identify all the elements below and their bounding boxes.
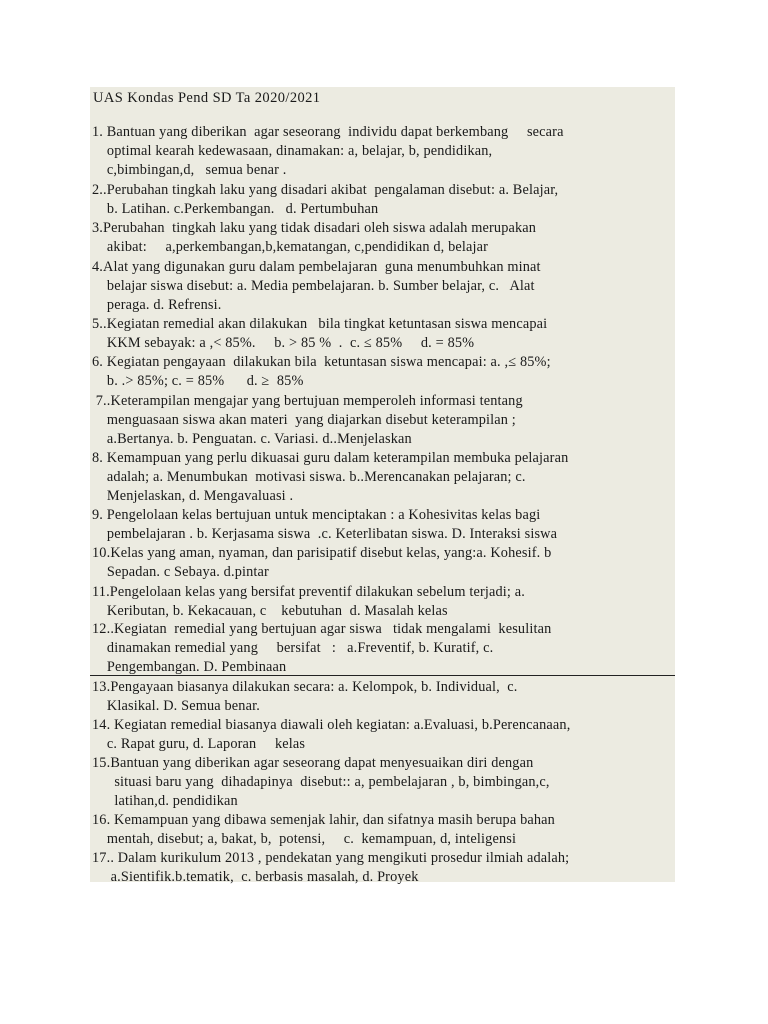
- question-line: a.Sientifik.b.tematik, c. berbasis masalah, d. Proyek: [92, 869, 419, 886]
- question-line: 16. Kemampuan yang dibawa semenjak lahir, dan sifatnya masih berupa bahan: [92, 812, 555, 828]
- question-item: [92, 544, 676, 582]
- question-line: b. .> 85%; c. = 85% d. ≥ 85%: [92, 373, 304, 390]
- question-line: a.Bertanya. b. Penguatan. c. Variasi. d..Menjelaskan: [92, 431, 412, 448]
- question-line: akibat: a,perkembangan,b,kematangan, c,pendidikan d, belajar: [92, 239, 489, 256]
- question-line: 8. Kemampuan yang perlu dikuasai guru dalam keterampilan membuka pelajaran: [92, 450, 569, 466]
- question-line: 17.. Dalam kurikulum 2013 , pendekatan yang mengikuti prosedur ilmiah adalah;: [92, 850, 570, 866]
- question-line: 7..Keterampilan mengajar yang bertujuan memperoleh informasi tentang: [92, 393, 523, 409]
- document-title: UAS Kondas Pend SD Ta 2020/2021: [93, 90, 321, 106]
- question-line: Menjelaskan, d. Mengavaluasi .: [92, 488, 294, 505]
- question-line: 5..Kegiatan remedial akan dilakukan bila tingkat ketuntasan siswa mencapai: [92, 316, 548, 332]
- question-line: KKM sebayak: a ,< 85%. b. > 85 % . c. ≤ 85% d. = 85%: [92, 335, 475, 352]
- question-item: [92, 181, 676, 219]
- question-item: [92, 506, 676, 544]
- question-line: 15.Bantuan yang diberikan agar seseorang dapat menyesuaikan diri dengan: [92, 755, 534, 771]
- question-line: 14. Kegiatan remedial biasanya diawali oleh kegiatan: a.Evaluasi, b.Perencanaan,: [92, 717, 571, 733]
- question-line: b. Latihan. c.Perkembangan. d. Pertumbuhan: [92, 201, 379, 218]
- question-line: 2..Perubahan tingkah laku yang disadari akibat pengalaman disebut: a. Belajar,: [92, 182, 559, 198]
- question-item: [92, 620, 676, 677]
- question-line: pembelajaran . b. Kerjasama siswa .c. Keterlibatan siswa. D. Interaksi siswa: [92, 526, 558, 543]
- question-line: 9. Pengelolaan kelas bertujuan untuk menciptakan : a Kohesivitas kelas bagi: [92, 507, 541, 523]
- question-line: peraga. d. Refrensi.: [92, 297, 222, 314]
- question-line: latihan,d. pendidikan: [92, 793, 238, 810]
- question-item: [92, 849, 676, 887]
- question-line: 6. Kegiatan pengayaan dilakukan bila ketuntasan siswa mencapai: a. ,≤ 85%;: [92, 354, 551, 370]
- question-line: Klasikal. D. Semua benar.: [92, 698, 260, 715]
- question-line: adalah; a. Menumbukan motivasi siswa. b..Merencanakan pelajaran; c.: [92, 469, 526, 486]
- question-item: [92, 353, 676, 391]
- document-page: [90, 87, 675, 886]
- question-line: menguasaan siswa akan materi yang diajarkan disebut keterampilan ;: [92, 412, 516, 429]
- question-line: c. Rapat guru, d. Laporan kelas: [92, 736, 306, 753]
- question-line: optimal kearah kedewasaan, dinamakan: a, belajar, b, pendidikan,: [92, 143, 493, 160]
- question-line: dinamakan remedial yang bersifat : a.Freventif, b. Kuratif, c.: [92, 640, 494, 657]
- question-line: Keributan, b. Kekacauan, c kebutuhan d. Masalah kelas: [92, 603, 448, 620]
- question-line: Sepadan. c Sebaya. d.pintar: [92, 564, 269, 581]
- question-line: 13.Pengayaan biasanya dilakukan secara: a. Kelompok, b. Individual, c.: [92, 679, 518, 695]
- question-item: [92, 219, 676, 257]
- question-line: 4.Alat yang digunakan guru dalam pembelajaran guna menumbuhkan minat: [92, 259, 541, 275]
- question-item: [92, 583, 676, 621]
- question-line: belajar siswa disebut: a. Media pembelajaran. b. Sumber belajar, c. Alat: [92, 278, 535, 295]
- question-line: 10.Kelas yang aman, nyaman, dan parisipatif disebut kelas, yang:a. Kohesif. b: [92, 545, 552, 561]
- question-item: [92, 811, 676, 849]
- question-item: [92, 258, 676, 315]
- question-item: [92, 754, 676, 811]
- question-line: c,bimbingan,d, semua benar .: [92, 162, 287, 179]
- question-item: [92, 716, 676, 754]
- question-line: mentah, disebut; a, bakat, b, potensi, c. kemampuan, d, inteligensi: [92, 831, 517, 848]
- question-item: [92, 392, 676, 449]
- question-line: situasi baru yang dihadapinya disebut:: a, pembelajaran , b, bimbingan,c,: [92, 774, 550, 791]
- question-item: [92, 678, 676, 716]
- question-item: [92, 449, 676, 506]
- question-line: 1. Bantuan yang diberikan agar seseorang individu dapat berkembang secara: [92, 124, 564, 140]
- question-item: [92, 315, 676, 353]
- question-item: [92, 123, 676, 180]
- question-line: Pengembangan. D. Pembinaan: [92, 659, 287, 676]
- question-line: 11.Pengelolaan kelas yang bersifat preventif dilakukan sebelum terjadi; a.: [92, 584, 525, 600]
- question-line: 12..Kegiatan remedial yang bertujuan agar siswa tidak mengalami kesulitan: [92, 621, 552, 637]
- question-line: 3.Perubahan tingkah laku yang tidak disadari oleh siswa adalah merupakan: [92, 220, 537, 236]
